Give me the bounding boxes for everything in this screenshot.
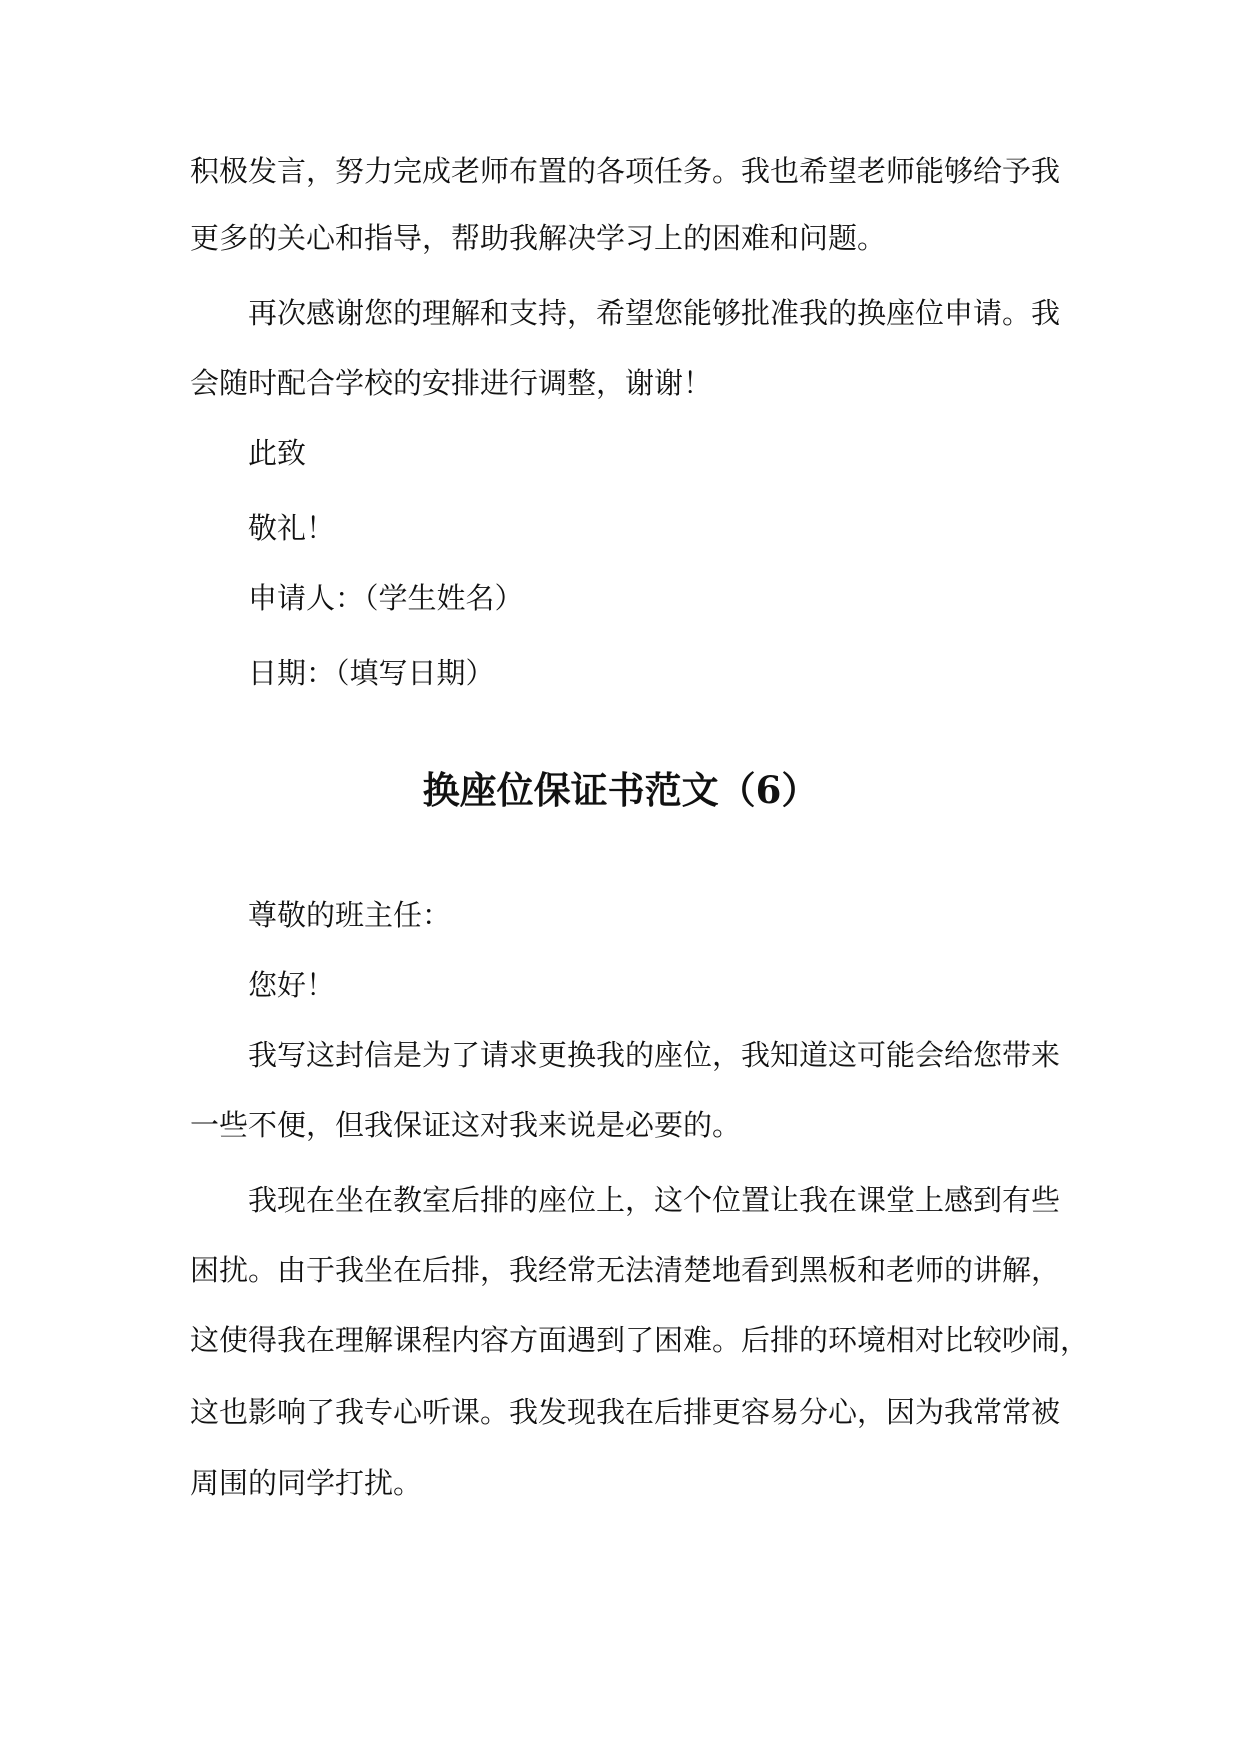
salute-line: 敬礼！ xyxy=(248,511,336,545)
greeting-line: 您好！ xyxy=(248,968,336,1002)
applicant-line: 申请人：（学生姓名） xyxy=(248,581,524,615)
paragraph-line: 一些不便，但我保证这对我来说是必要的。 xyxy=(190,1108,742,1142)
paragraph-line: 困扰。由于我坐在后排，我经常无法清楚地看到黑板和老师的讲解， xyxy=(190,1253,1061,1287)
paragraph-line: 周围的同学打扰。 xyxy=(190,1466,423,1500)
paragraph-line: 会随时配合学校的安排进行调整，谢谢！ xyxy=(190,366,713,400)
paragraph-line: 这也影响了我专心听课。我发现我在后排更容易分心，因为我常常被 xyxy=(190,1395,1061,1429)
paragraph-line: 更多的关心和指导，帮助我解决学习上的困难和问题。 xyxy=(190,221,887,255)
closing-line: 此致 xyxy=(248,436,307,470)
section-heading: 换座位保证书范文（6） xyxy=(422,768,819,812)
paragraph-line: 这使得我在理解课程内容方面遇到了困难。后排的环境相对比较吵闹， xyxy=(190,1323,1090,1357)
date-line: 日期：（填写日期） xyxy=(248,656,495,690)
paragraph-line: 再次感谢您的理解和支持，希望您能够批准我的换座位申请。我 xyxy=(248,296,1061,330)
paragraph-line: 积极发言，努力完成老师布置的各项任务。我也希望老师能够给予我 xyxy=(190,154,1061,188)
paragraph-line: 我写这封信是为了请求更换我的座位，我知道这可能会给您带来 xyxy=(248,1038,1061,1072)
paragraph-line: 我现在坐在教室后排的座位上，这个位置让我在课堂上感到有些 xyxy=(248,1183,1061,1217)
salutation-line: 尊敬的班主任： xyxy=(248,898,452,932)
